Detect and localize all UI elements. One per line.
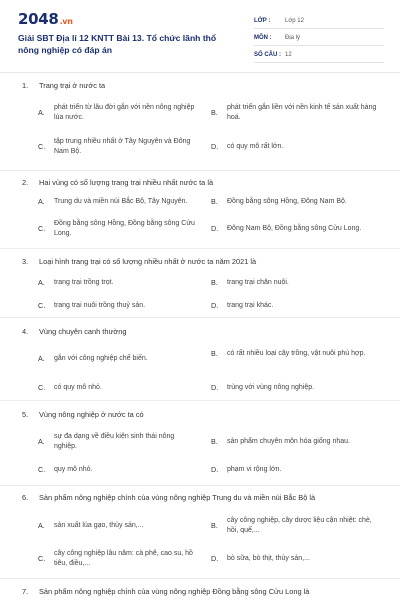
answer-text: phát triển từ lâu đời gắn với nền nông nghiệp lúa nước. <box>54 104 195 121</box>
answer-text: có rất nhiều loại cây trồng, vật nuôi phù hợp. <box>227 350 366 357</box>
answer-letter: B. <box>211 197 218 206</box>
answer-letter: A. <box>38 354 45 363</box>
answer-text: phát triển gắn liền với nền kinh tế sản xuất hàng hoá. <box>227 104 377 121</box>
answer-option[interactable] <box>38 521 198 531</box>
answer-option[interactable] <box>211 142 383 152</box>
count-value: 12 <box>285 52 292 58</box>
answer-letter: B. <box>211 349 218 358</box>
answer-letter: D. <box>211 301 219 310</box>
answer-option[interactable] <box>38 137 198 157</box>
answer-letter: D. <box>211 554 219 563</box>
answer-option[interactable] <box>38 354 198 364</box>
question-divider <box>0 485 400 486</box>
answer-letter: D. <box>211 383 219 392</box>
answer-letter: C. <box>38 465 46 474</box>
class-value: Lớp 12 <box>285 18 304 24</box>
answer-option[interactable] <box>211 197 383 207</box>
answer-option[interactable] <box>211 516 383 536</box>
subject-value: Địa lý <box>285 35 301 41</box>
meta-row-class <box>254 14 384 29</box>
count-label: SỐ CÂU : <box>254 52 281 58</box>
header-divider <box>0 72 400 73</box>
answer-letter: A. <box>38 108 45 117</box>
answer-text: cây công nghiệp lâu năm: cà phê, cao su, hồ tiêu, điều,... <box>54 550 193 567</box>
answer-text: trang trại khác. <box>227 302 274 309</box>
answer-option[interactable] <box>38 432 198 452</box>
answer-option[interactable] <box>211 224 383 234</box>
answer-option[interactable] <box>211 465 383 475</box>
answer-option[interactable] <box>38 219 198 239</box>
answer-letter: C. <box>38 383 46 392</box>
question-stem: Vùng nông nghiệp ở nước ta có <box>39 410 144 419</box>
question-divider <box>0 578 400 579</box>
answer-text: Đông Nam Bộ, Đồng bằng sông Cửu Long. <box>227 225 362 232</box>
answer-letter: B. <box>211 278 218 287</box>
question-divider <box>0 248 400 249</box>
question-stem: Trang trại ở nước ta <box>39 81 106 90</box>
answer-text: trùng với vùng nông nghiệp. <box>227 384 315 391</box>
answer-text: phạm vi rộng lớn. <box>227 466 282 473</box>
answer-text: có quy mô rất lớn. <box>227 143 284 150</box>
page-header <box>0 0 400 72</box>
question-number: 1. <box>22 81 29 90</box>
answer-text: tập trung nhiều nhất ở Tây Nguyên và Đông Nam Bộ. <box>54 138 191 155</box>
answer-option[interactable] <box>38 197 213 207</box>
answer-option[interactable] <box>38 103 198 123</box>
answer-option[interactable] <box>211 349 383 359</box>
answer-text: quy mô nhỏ. <box>54 466 93 473</box>
meta-row-count <box>254 48 384 63</box>
meta-row-subject <box>254 31 384 46</box>
answer-letter: A. <box>38 197 45 206</box>
answer-option[interactable] <box>211 301 383 311</box>
answer-letter: C. <box>38 554 46 563</box>
page-title: Giải SBT Địa lí 12 KNTT Bài 13. Tổ chức lãnh thổ nông nghiệp có đáp án <box>18 33 217 55</box>
question-number: 7. <box>22 587 29 596</box>
question-stem: Hai vùng có số lượng trang trại nhiều nhất nước ta là <box>39 178 214 187</box>
answer-text: trang trại chăn nuôi. <box>227 279 289 286</box>
question-text <box>22 410 382 419</box>
question-stem: Sản phẩm nông nghiệp chính của vùng nông nghiệp Trung du và miền núi Bắc Bộ là <box>39 493 316 502</box>
question-number: 2. <box>22 178 29 187</box>
question-text <box>22 178 382 187</box>
question-number: 3. <box>22 257 29 266</box>
answer-letter: A. <box>38 521 45 530</box>
answer-option[interactable] <box>38 278 198 288</box>
answer-letter: B. <box>211 521 218 530</box>
answer-text: Đồng bằng sông Hồng, Đồng bằng sông Cửu Long. <box>54 220 195 237</box>
question-number: 6. <box>22 493 29 502</box>
answer-letter: C. <box>38 301 46 310</box>
logo-text: 2048 <box>18 10 59 28</box>
question-text <box>22 257 382 266</box>
answer-text: cây công nghiệp, cây dược liệu cận nhiệt: chè, hồi, quế,... <box>227 517 372 534</box>
question-text <box>22 81 382 90</box>
answer-option[interactable] <box>38 549 198 569</box>
answer-option[interactable] <box>211 103 383 123</box>
site-logo[interactable] <box>18 10 73 28</box>
answer-text: sản xuất lúa gạo, thủy sản,... <box>54 522 144 529</box>
answer-text: Đồng bằng sông Hồng, Đông Nam Bộ. <box>227 198 347 205</box>
answer-option[interactable] <box>211 383 383 393</box>
answer-option[interactable] <box>211 437 383 447</box>
question-stem: Loại hình trang trại có số lượng nhiều nhất ở nước ta năm 2021 là <box>39 257 257 266</box>
answer-letter: D. <box>211 142 219 151</box>
answer-option[interactable] <box>211 554 383 564</box>
answer-letter: B. <box>211 108 218 117</box>
question-divider <box>0 400 400 401</box>
answer-option[interactable] <box>38 383 198 393</box>
subject-label: MÔN : <box>254 35 272 41</box>
answer-text: bò sữa, bò thịt, thủy sản,... <box>227 555 310 562</box>
question-divider <box>0 170 400 171</box>
class-label: LỚP : <box>254 18 271 24</box>
answer-text: trang trại trồng trọt. <box>54 279 114 286</box>
question-stem: Vùng chuyên canh thường <box>39 327 127 336</box>
answer-text: sự đa dạng về điều kiện sinh thái nông nghiệp. <box>54 433 175 450</box>
question-number: 4. <box>22 327 29 336</box>
answer-text: gắn với công nghiệp chế biến. <box>54 355 148 362</box>
answer-text: sản phẩm chuyên môn hóa giống nhau. <box>227 438 350 445</box>
answer-text: trang trại nuôi trồng thuỷ sản. <box>54 302 146 309</box>
question-text <box>22 493 382 502</box>
answer-text: Trung du và miền núi Bắc Bộ, Tây Nguyên. <box>54 198 188 205</box>
answer-letter: B. <box>211 437 218 446</box>
question-divider <box>0 317 400 318</box>
question-text <box>22 587 382 596</box>
answer-letter: C. <box>38 142 46 151</box>
answer-option[interactable] <box>38 301 198 311</box>
answer-option[interactable] <box>211 278 383 288</box>
meta-info <box>254 14 384 63</box>
logo-extension: .vn <box>59 17 73 26</box>
answer-letter: D. <box>211 465 219 474</box>
question-text <box>22 327 382 336</box>
answer-letter: A. <box>38 437 45 446</box>
answer-letter: C. <box>38 224 46 233</box>
answer-letter: D. <box>211 224 219 233</box>
question-number: 5. <box>22 410 29 419</box>
answer-text: có quy mô nhỏ. <box>54 384 102 391</box>
question-stem: Sản phẩm nông nghiệp chính của vùng nông nghiệp Đồng bằng sông Cửu Long là <box>39 587 310 596</box>
answer-option[interactable] <box>38 465 198 475</box>
answer-letter: A. <box>38 278 45 287</box>
